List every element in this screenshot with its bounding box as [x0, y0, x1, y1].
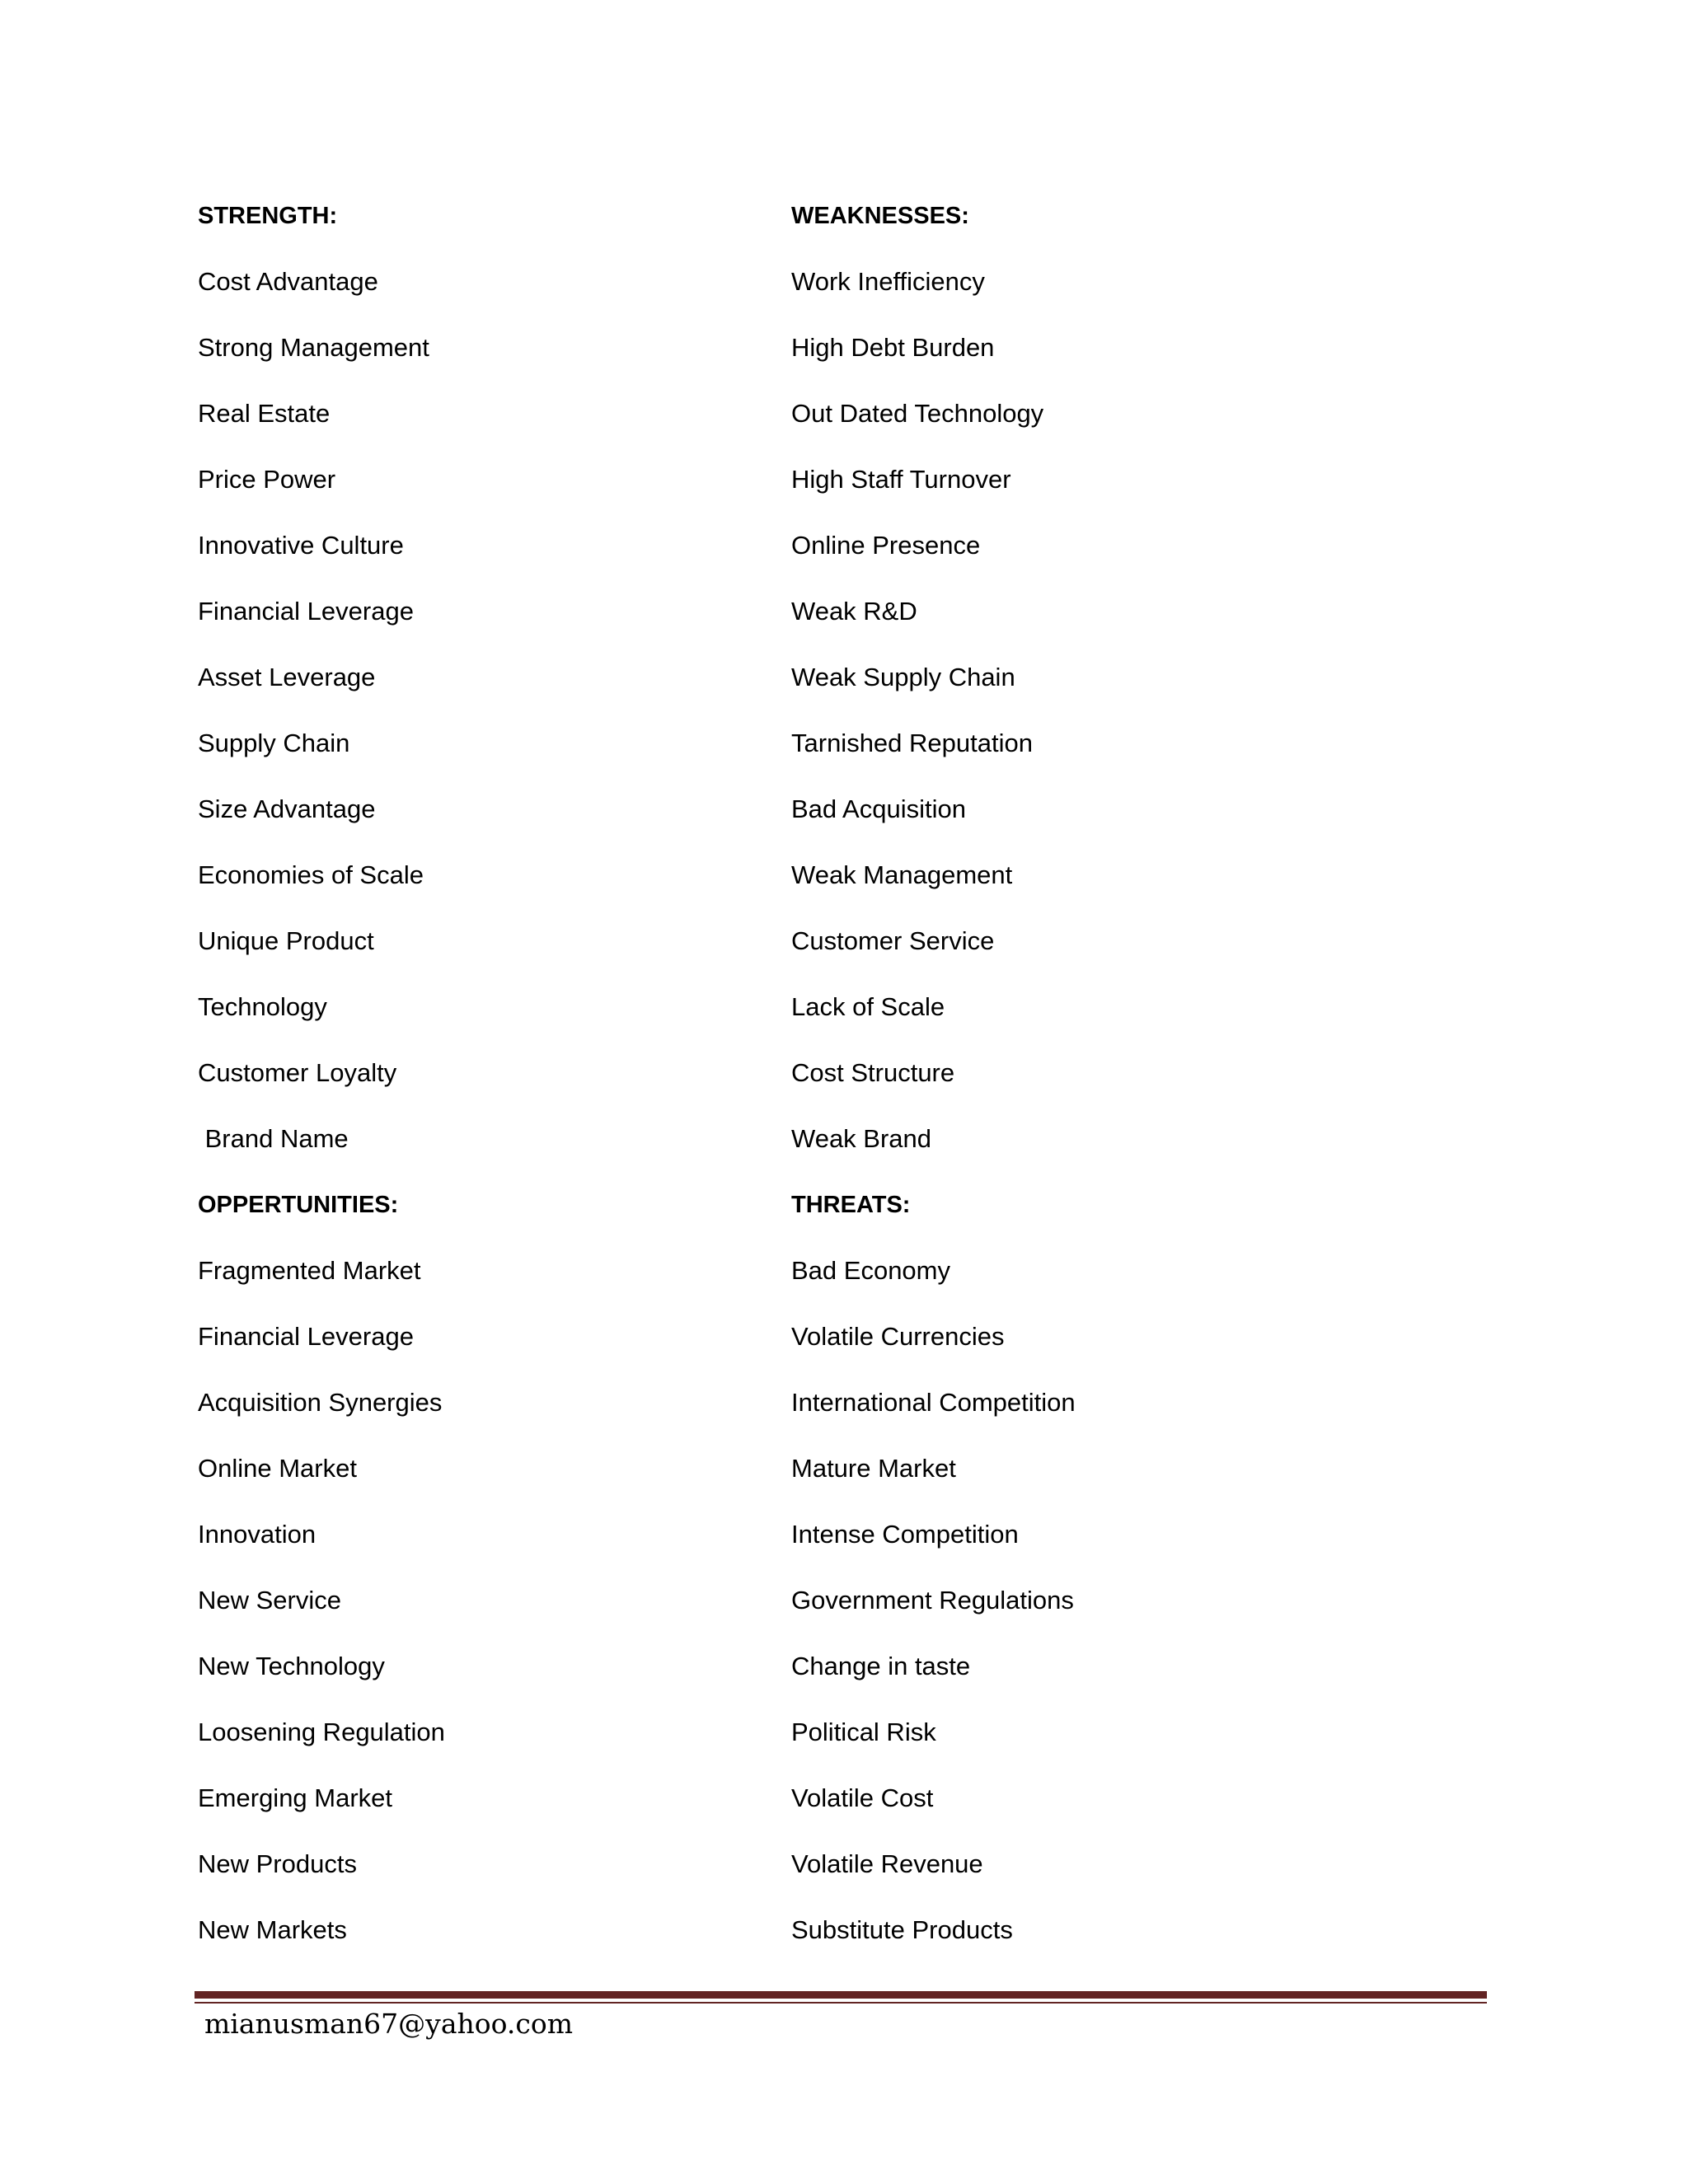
strength-section — [198, 198, 775, 1187]
weakness-item: Weak R&D — [791, 597, 917, 626]
strength-item: Size Advantage — [198, 794, 376, 823]
weakness-item: Customer Service — [791, 926, 995, 955]
strength-item: Innovative Culture — [198, 531, 404, 560]
strength-item: Economies of Scale — [198, 860, 424, 889]
threat-item: Government Regulations — [791, 1586, 1074, 1615]
strength-item: Financial Leverage — [198, 597, 414, 626]
opportunity-item: Innovation — [198, 1520, 316, 1549]
threat-item: Volatile Cost — [791, 1783, 934, 1812]
threat-item: Mature Market — [791, 1454, 956, 1483]
opportunity-item: New Markets — [198, 1915, 347, 1944]
threats-section — [791, 1187, 1368, 1978]
strength-item: Supply Chain — [198, 729, 350, 757]
strength-item: Technology — [198, 992, 327, 1021]
opportunity-item: New Technology — [198, 1652, 385, 1680]
weakness-item: Weak Management — [791, 860, 1013, 889]
right-column — [791, 198, 1368, 1978]
opportunity-item: Loosening Regulation — [198, 1718, 445, 1746]
left-column — [198, 198, 775, 1978]
weakness-item: Online Presence — [791, 531, 981, 560]
threat-item: Volatile Revenue — [791, 1849, 983, 1878]
opportunity-item: Online Market — [198, 1454, 357, 1483]
strength-item: Customer Loyalty — [198, 1058, 397, 1087]
strength-item: Brand Name — [198, 1124, 349, 1153]
threat-item: Political Risk — [791, 1718, 936, 1746]
opportunity-item: New Products — [198, 1849, 357, 1878]
strength-item: Asset Leverage — [198, 663, 376, 691]
opportunities-section — [198, 1187, 775, 1978]
footer-email: mianusman67@yahoo.com — [204, 2008, 574, 2040]
weakness-item: Work Inefficiency — [791, 267, 985, 296]
weakness-item: Lack of Scale — [791, 992, 945, 1021]
strength-item: Real Estate — [198, 399, 331, 428]
strength-item: Cost Advantage — [198, 267, 378, 296]
opportunity-item: Financial Leverage — [198, 1322, 414, 1351]
weaknesses-section — [791, 198, 1368, 1187]
strength-item: Unique Product — [198, 926, 374, 955]
opportunity-item: Acquisition Synergies — [198, 1388, 443, 1417]
opportunities-heading: OPPERTUNITIES: — [198, 1192, 399, 1218]
weakness-item: Bad Acquisition — [791, 794, 966, 823]
strength-heading: STRENGTH: — [198, 203, 338, 229]
opportunity-item: New Service — [198, 1586, 341, 1615]
weakness-item: Out Dated Technology — [791, 399, 1044, 428]
weakness-item: Weak Brand — [791, 1124, 932, 1153]
threat-item: Volatile Currencies — [791, 1322, 1005, 1351]
threat-item: Bad Economy — [791, 1256, 950, 1285]
opportunity-item: Emerging Market — [198, 1783, 393, 1812]
weakness-item: High Debt Burden — [791, 333, 995, 362]
threat-item: Substitute Products — [791, 1915, 1013, 1944]
threat-item: Intense Competition — [791, 1520, 1019, 1549]
weakness-item: High Staff Turnover — [791, 465, 1011, 494]
footer-rule-thick — [195, 1991, 1487, 1999]
weakness-item: Cost Structure — [791, 1058, 955, 1087]
opportunity-item: Fragmented Market — [198, 1256, 421, 1285]
threat-item: International Competition — [791, 1388, 1076, 1417]
threats-heading: THREATS: — [791, 1192, 911, 1218]
weakness-item: Tarnished Reputation — [791, 729, 1033, 757]
weakness-item: Weak Supply Chain — [791, 663, 1015, 691]
weaknesses-heading: WEAKNESSES: — [791, 203, 969, 229]
strength-item: Strong Management — [198, 333, 429, 362]
strength-item: Price Power — [198, 465, 336, 494]
threat-item: Change in taste — [791, 1652, 971, 1680]
